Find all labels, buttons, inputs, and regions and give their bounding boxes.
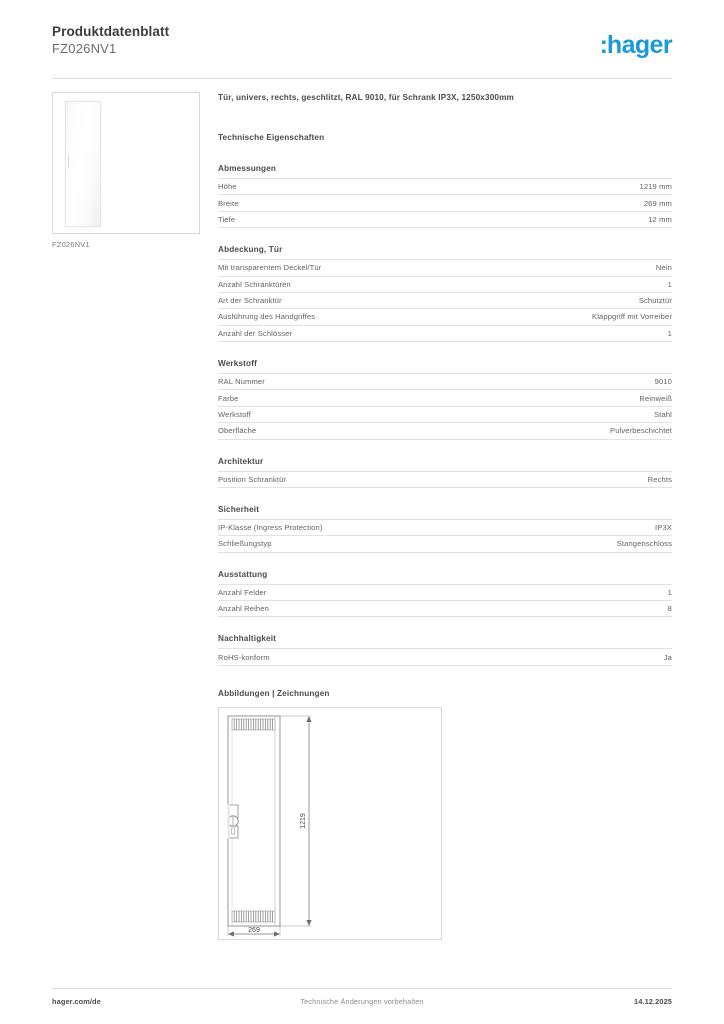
spec-group-ausstattung — [218, 569, 672, 618]
spec-table — [218, 648, 672, 665]
spec-key: Oberfläche — [218, 423, 490, 439]
table-row — [218, 519, 672, 535]
spec-key: Anzahl Reihen — [218, 601, 490, 617]
spec-value: 1 — [490, 584, 672, 600]
table-row — [218, 179, 672, 195]
spec-key: Breite — [218, 195, 490, 211]
table-row — [218, 471, 672, 487]
technical-drawing-svg — [219, 708, 441, 939]
table-row — [218, 374, 672, 390]
table-row — [218, 390, 672, 406]
bottom-vent-slots-icon — [232, 911, 275, 922]
door-handle-lock-icon — [227, 804, 238, 839]
spec-group-title: Werkstoff — [218, 359, 257, 368]
spec-value: Klappgriff mit Vorreiber — [490, 309, 672, 325]
spec-table — [218, 373, 672, 440]
spec-value: Schutztür — [490, 292, 672, 308]
spec-key: Anzahl der Schlösser — [218, 325, 490, 341]
spec-key: Anzahl Felder — [218, 584, 490, 600]
logo-colon-icon: : — [599, 31, 607, 59]
spec-key: Position Schranktür — [218, 471, 490, 487]
spec-value: 1219 mm — [490, 179, 672, 195]
spec-key: Tiefe — [218, 211, 490, 227]
spec-key: Ausführung des Handgriffes — [218, 309, 490, 325]
spec-key: RAL Nummer — [218, 374, 490, 390]
spec-key: Anzahl Schranktüren — [218, 276, 490, 292]
table-row — [218, 276, 672, 292]
spec-value: 1 — [490, 325, 672, 341]
spec-value: Reinweiß — [490, 390, 672, 406]
spec-group-architektur — [218, 456, 672, 488]
product-description: Tür, univers, rechts, geschlitzt, RAL 9010, für Schrank IP3X, 1250x300mm — [218, 93, 514, 102]
spec-key: Farbe — [218, 390, 490, 406]
spec-group-abmessungen — [218, 163, 672, 228]
table-row — [218, 195, 672, 211]
spec-key: RoHS-konform — [218, 649, 490, 665]
spec-key: Werkstoff — [218, 406, 490, 422]
table-row — [218, 584, 672, 600]
table-row — [218, 536, 672, 552]
spec-value: Stahl — [490, 406, 672, 422]
spec-table — [218, 584, 672, 618]
spec-group-title: Abdeckung, Tür — [218, 245, 283, 255]
spec-group-title: Nachhaltigkeit — [218, 634, 277, 644]
width-dimension-label: 269 — [248, 926, 260, 934]
header-divider — [52, 78, 672, 79]
table-row — [218, 309, 672, 325]
spec-table — [218, 178, 672, 228]
table-row — [218, 649, 672, 665]
product-image — [52, 92, 200, 234]
spec-key: Art der Schranktür — [218, 292, 490, 308]
table-row — [218, 260, 672, 276]
spec-table — [218, 259, 672, 342]
main-content — [218, 92, 672, 940]
spec-group-title: Ausstattung — [218, 569, 268, 579]
product-reference: FZ026NV1 — [52, 41, 117, 56]
top-vent-slots-icon — [232, 719, 275, 730]
height-dimension — [280, 716, 312, 926]
technical-drawing — [218, 707, 442, 940]
page-header — [52, 24, 672, 72]
spec-value: IP3X — [490, 519, 672, 535]
drawings-heading: Abbildungen | Zeichnungen — [218, 688, 330, 698]
table-row — [218, 211, 672, 227]
table-row — [218, 292, 672, 308]
spec-value: Nein — [490, 260, 672, 276]
table-row — [218, 325, 672, 341]
footer-divider — [52, 988, 672, 989]
spec-key: Mit transparentem Deckel/Tür — [218, 260, 490, 276]
spec-group-abdeckung-tuer — [218, 244, 672, 342]
table-row — [218, 601, 672, 617]
spec-value: Pulverbeschichtet — [490, 423, 672, 439]
footer-note: Technische Änderungen vorbehalten — [300, 997, 424, 1006]
spec-value: 8 — [490, 601, 672, 617]
technical-properties-heading: Technische Eigenschaften — [218, 133, 325, 142]
spec-value: 269 mm — [490, 195, 672, 211]
spec-group-title: Abmessungen — [218, 164, 277, 173]
spec-group-title: Architektur — [218, 456, 264, 466]
spec-value: 9010 — [490, 374, 672, 390]
footer-website-link[interactable]: hager.com/de — [52, 997, 101, 1006]
spec-value: 1 — [490, 276, 672, 292]
spec-value: Ja — [490, 649, 672, 665]
footer-date: 14.12.2025 — [634, 997, 672, 1006]
spec-key: Schließungstyp — [218, 536, 490, 552]
spec-key: IP-Klasse (Ingress Protection) — [218, 519, 490, 535]
spec-value: 12 mm — [490, 211, 672, 227]
spec-value: Rechts — [490, 471, 672, 487]
page-title: Produktdatenblatt — [52, 24, 170, 39]
spec-table — [218, 471, 672, 488]
width-dimension — [228, 926, 280, 937]
spec-group-sicherheit — [218, 504, 672, 553]
spec-key: Höhe — [218, 179, 490, 195]
height-dimension-label: 1219 — [300, 812, 307, 829]
hager-logo — [600, 32, 672, 58]
spec-group-nachhaltigkeit — [218, 633, 672, 665]
product-image-caption: FZ026NV1 — [52, 240, 90, 249]
spec-table — [218, 519, 672, 553]
table-row — [218, 406, 672, 422]
table-row — [218, 423, 672, 439]
spec-group-title: Sicherheit — [218, 504, 260, 514]
page-footer — [52, 997, 672, 1011]
logo-wordmark: hager — [606, 31, 672, 59]
spec-group-werkstoff — [218, 358, 672, 440]
spec-value: Stangenschloss — [490, 536, 672, 552]
product-door-graphic — [65, 101, 101, 227]
